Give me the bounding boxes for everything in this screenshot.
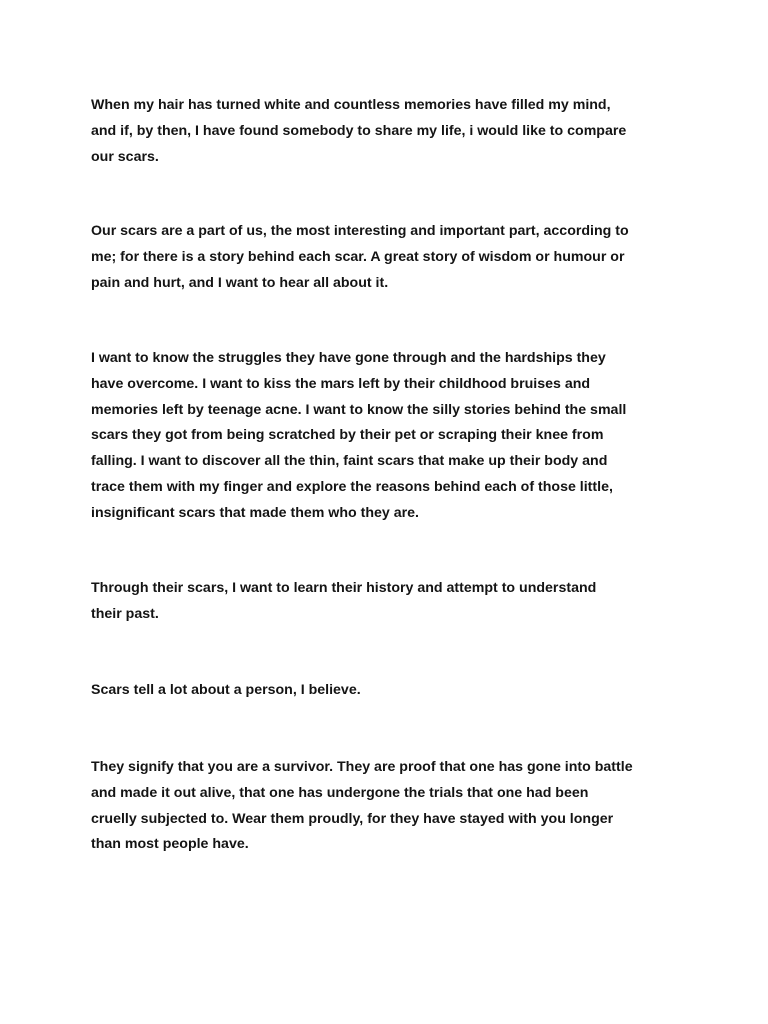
paragraph-1: When my hair has turned white and countless memories have filled my mind, and if, by then, I have found somebody to share my life, i would like to compare our scars. (91, 97, 627, 165)
paragraph-5: Scars tell a lot about a person, I believe. (91, 682, 361, 698)
paragraph-3: I want to know the struggles they have gone through and the hardships they have overcome. I want to kiss the mars left by their childhood bruises and memories left by teenage acne. I want to know the silly stories behind the small scars they got from being scratched by their pet or scraping their knee from falling. I want to discover all the thin, faint scars that make up their body and trace them with my finger and explore the reasons behind each of those little, insignificant scars that made them who they are. (91, 350, 627, 521)
paragraph-6: They signify that you are a survivor. They are proof that one has gone into battle and made it out alive, that one has undergone the trials that one had been cruelly subjected to. Wear them proudly, for they have stayed with you longer than most people have. (91, 759, 633, 853)
paragraph-2: Our scars are a part of us, the most interesting and important part, according to me; for there is a story behind each scar. A great story of wisdom or humour or pain and hurt, and I want to hear all about it. (91, 223, 629, 291)
paragraph-4: Through their scars, I want to learn their history and attempt to understand their past. (91, 580, 597, 622)
